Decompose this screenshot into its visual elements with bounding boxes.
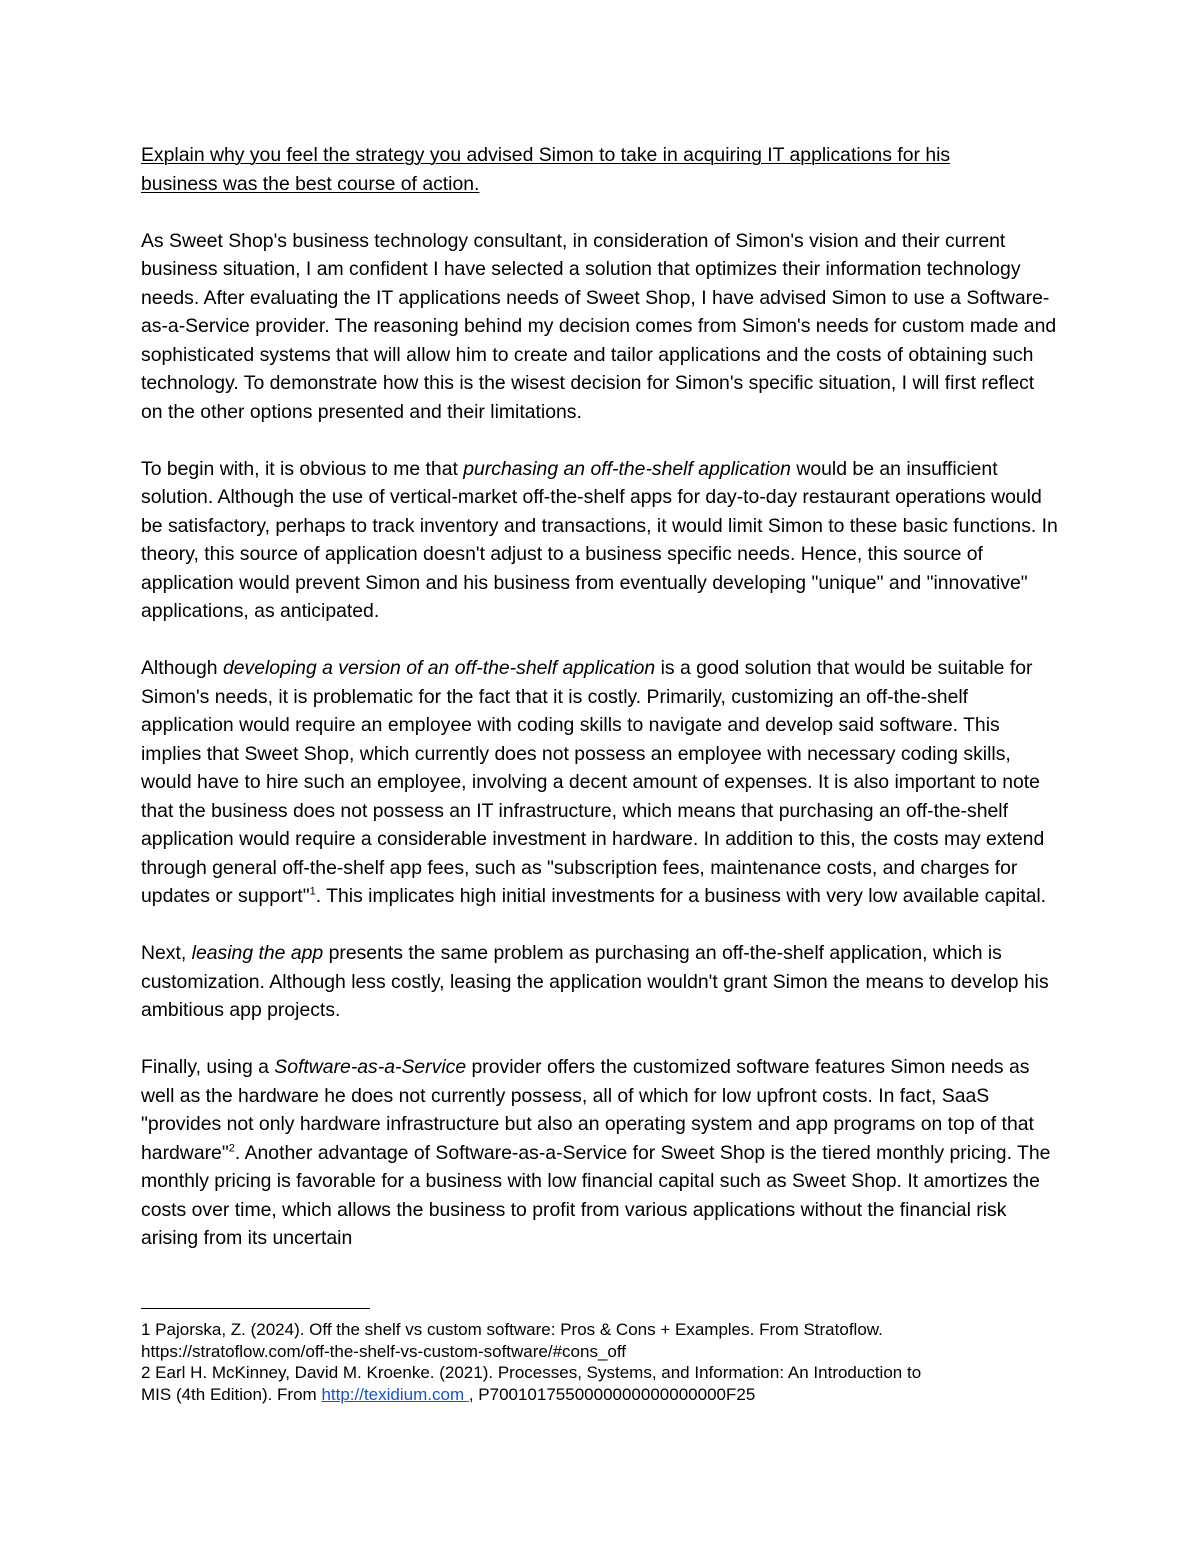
question-heading bbox=[141, 141, 1061, 198]
footnote-separator bbox=[141, 1308, 370, 1309]
paragraph-text: . Another advantage of Software-as-a-Service for Sweet Shop is the tiered monthly pricing. The monthly pricing is favorable for a business with low financial capital such as Sweet Shop. It amortizes the costs over time, which allows the business to profit from various applications without the financial risk arising from its uncertain bbox=[141, 1141, 1051, 1249]
paragraph-text: presents the same problem as purchasing an off-the-shelf application, which is customization. Although less costly, leasing the application wouldn't grant Simon the means to develop his ambitious app projects. bbox=[141, 942, 1049, 1021]
emphasis-text: developing a version of an off-the-shelf application bbox=[222, 657, 656, 679]
texidium-link[interactable]: http://texidium.com bbox=[321, 1384, 469, 1404]
paragraph-text: Although bbox=[141, 657, 223, 679]
emphasis-text: purchasing an off-the-shelf application bbox=[463, 457, 791, 480]
footnote-2-citation: 2 Earl H. McKinney, David M. Kroenke. (2021). Processes, Systems, and Information: An Introduction to bbox=[141, 1363, 922, 1382]
emphasis-text: leasing the app bbox=[191, 942, 324, 964]
paragraph-text: provider offers the customized software features Simon needs as well as the hardware he does not currently possess, all of which for low upfront costs. In fact, SaaS "provides not only hardware infrastructure but also an operating system and app programs on top of that hardware" bbox=[141, 1056, 1034, 1164]
heading-line-2: business was the best course of action. bbox=[141, 172, 480, 195]
paragraph-text: To begin with, it is obvious to me that bbox=[141, 457, 464, 480]
heading-line-1: Explain why you feel the strategy you advised Simon to take in acquiring IT applications for his bbox=[141, 144, 951, 166]
paragraph-text: would be an insufficient solution. Although the use of vertical-market off-the-shelf apps for day-to-day restaurant operations would be satisfactory, perhaps to track inventory and transactions, it would limit Simon to these basic functions. In theory, this source of application doesn't adjust to a business specific needs. Hence, this source of application would prevent Simon and his business from eventually developing "unique" and "innovative" applications, as anticipated. bbox=[141, 457, 1058, 622]
document-body bbox=[141, 141, 1061, 1253]
footnote-2-text: MIS (4th Edition). From bbox=[141, 1384, 322, 1404]
footnote-ref-2[interactable]: 2 bbox=[228, 1142, 235, 1155]
paragraph-leasing bbox=[141, 939, 1061, 1025]
paragraph-intro: As Sweet Shop's business technology consultant, in consideration of Simon's vision and their current business situation, I am confident I have selected a solution that optimizes their information technology needs. After evaluating the IT applications needs of Sweet Shop, I have advised Simon to use a Software-as-a-Service provider. The reasoning behind my decision comes from Simon's needs for custom made and sophisticated systems that will allow him to create and tailor applications and the costs of obtaining such technology. To demonstrate how this is the wisest decision for Simon's specific situation, I will first reflect on the other options presented and their limitations. bbox=[141, 229, 1057, 423]
paragraph-text: Next, bbox=[141, 942, 192, 964]
footnote-1-citation: 1 Pajorska, Z. (2024). Off the shelf vs custom software: Pros & Cons + Examples. From Stratoflow. bbox=[141, 1320, 883, 1339]
footnote-2-code: , P7001017550000000000000000F25 bbox=[468, 1384, 756, 1404]
paragraph-text: is a good solution that would be suitable for Simon's needs, it is problematic for the fact that it is costly. Primarily, customizing an off-the-shelf application would require an employee with coding skills to navigate and develop said software. This implies that Sweet Shop, which currently does not possess an employee with necessary coding skills, would have to hire such an employee, involving a decent amount of expenses. It is also important to note that the business does not possess an IT infrastructure, which means that purchasing an off-the-shelf application would require a considerable investment in hardware. In addition to this, the costs may extend through general off-the-shelf app fees, such as "subscription fees, maintenance costs, and charges for updates or support" bbox=[141, 657, 1045, 907]
paragraph-text: . This implicates high initial investments for a business with very low available capital. bbox=[315, 885, 1047, 907]
footnotes bbox=[141, 1319, 1071, 1405]
paragraph-text: Finally, using a bbox=[141, 1056, 275, 1078]
footnote-ref-1[interactable]: 1 bbox=[309, 885, 316, 898]
emphasis-text: Software-as-a-Service bbox=[274, 1056, 467, 1078]
footnote-1 bbox=[141, 1319, 1071, 1362]
paragraph-saas bbox=[141, 1053, 1061, 1253]
footnote-1-url: https://stratoflow.com/off-the-shelf-vs-custom-software/#cons_off bbox=[141, 1341, 627, 1361]
paragraph-off-the-shelf bbox=[141, 455, 1061, 626]
paragraph-custom-version bbox=[141, 654, 1061, 911]
footnote-2 bbox=[141, 1362, 1071, 1405]
